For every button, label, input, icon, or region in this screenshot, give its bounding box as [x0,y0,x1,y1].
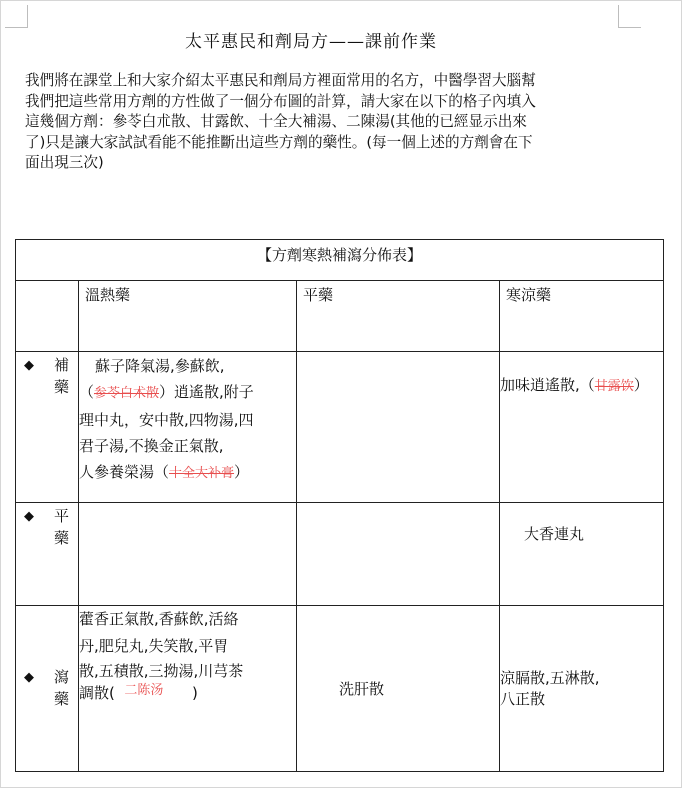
cell-neutral-cold[interactable] [500,503,664,606]
row-label-text: 補 藥 [54,356,70,396]
intro-line: 了)只是讓大家試試看能不能推斷出這些方劑的藥性。(每一個上述的方劑會在下 [25,133,533,151]
cell-line: 加味逍遙散,（甘露饮） [500,376,649,394]
cell-text: 大香連丸 [524,525,585,543]
diamond-bullet-icon: ◆ [24,358,34,373]
cell-line: 蘇子降氣湯,參蘇飲, [95,357,225,375]
diamond-bullet-icon: ◆ [24,509,34,524]
fill-in-answer[interactable]: 二陈汤 [124,683,164,698]
cell-line: 八正散 [500,689,546,708]
header-cold [500,281,664,352]
header-cold-label: 寒涼藥 [506,286,552,304]
cell-text: 洗肝散 [339,680,385,698]
distribution-table [15,239,664,772]
table-row [16,606,664,772]
cell-purgative-warm[interactable] [79,606,297,772]
diamond-bullet-icon: ◆ [24,670,34,685]
intro-line: 我們將在課堂上和大家介紹太平惠民和劑局方裡面常用的名方，中醫學習大腦幫 [25,72,536,89]
intro-paragraph [25,71,625,174]
page-corner-mark [618,5,641,28]
cell-line: 君子湯,不換金正氣散, [79,437,224,455]
header-warm-label: 溫熱藥 [85,286,131,304]
row-label-text: 平 藥 [54,507,70,547]
cell-neutral-warm[interactable] [79,503,297,606]
cell-line: 理中丸，安中散,四物湯,四 [79,411,254,429]
intro-line: 我們把這些常用方劑的方性做了一個分布圖的計算，請大家在以下的格子內填入 [25,92,536,110]
fill-in-answer[interactable]: 甘露饮 [594,379,634,394]
table-caption [16,240,664,281]
cell-purgative-neutral[interactable] [297,606,500,772]
fill-in-answer[interactable]: 十全大补膏 [169,466,235,481]
intro-line: 面出現三次) [25,154,104,171]
header-blank-cell [16,281,79,352]
table-row [16,503,664,606]
page-title: 太平惠民和劑局方——課前作業 [185,32,437,52]
row-label-neutral [16,503,79,606]
row-label-text: 瀉 藥 [54,668,70,708]
cell-neutral-neutral[interactable] [297,503,500,606]
header-neutral-label: 平藥 [303,286,334,304]
cell-purgative-cold[interactable] [500,606,664,772]
header-neutral [297,281,500,352]
row-label-purgative [16,606,79,772]
cell-line: （参苓白术散）逍遙散,附子 [79,383,254,401]
cell-line: 涼膈散,五淋散, [500,668,600,687]
cell-line: 丹,肥兒丸,失笑散,平胃 [79,637,229,655]
table-caption-text: 【方劑寒熱補瀉分佈表】 [257,245,423,264]
cell-line: 散,五積散,三拗湯,川芎茶 [79,662,244,680]
cell-tonic-cold[interactable] [500,352,664,503]
cell-line: 藿香正氣散,香蘇飲,活絡 [79,610,239,628]
cell-tonic-neutral[interactable] [297,352,500,503]
table-row [16,352,664,503]
row-label-tonic [16,352,79,503]
intro-line: 這幾個方劑：參苓白朮散、甘露飲、十全大補湯、二陳湯(其他的已經显示出來 [25,113,527,130]
header-warm [79,281,297,352]
page-corner-mark [5,5,28,28]
cell-line: 人參養榮湯（十全大补膏） [79,463,250,481]
fill-in-answer[interactable]: 参苓白术散 [94,386,160,401]
cell-line: 調散( 二陈汤 ) [79,683,198,702]
cell-tonic-warm[interactable] [79,352,297,503]
